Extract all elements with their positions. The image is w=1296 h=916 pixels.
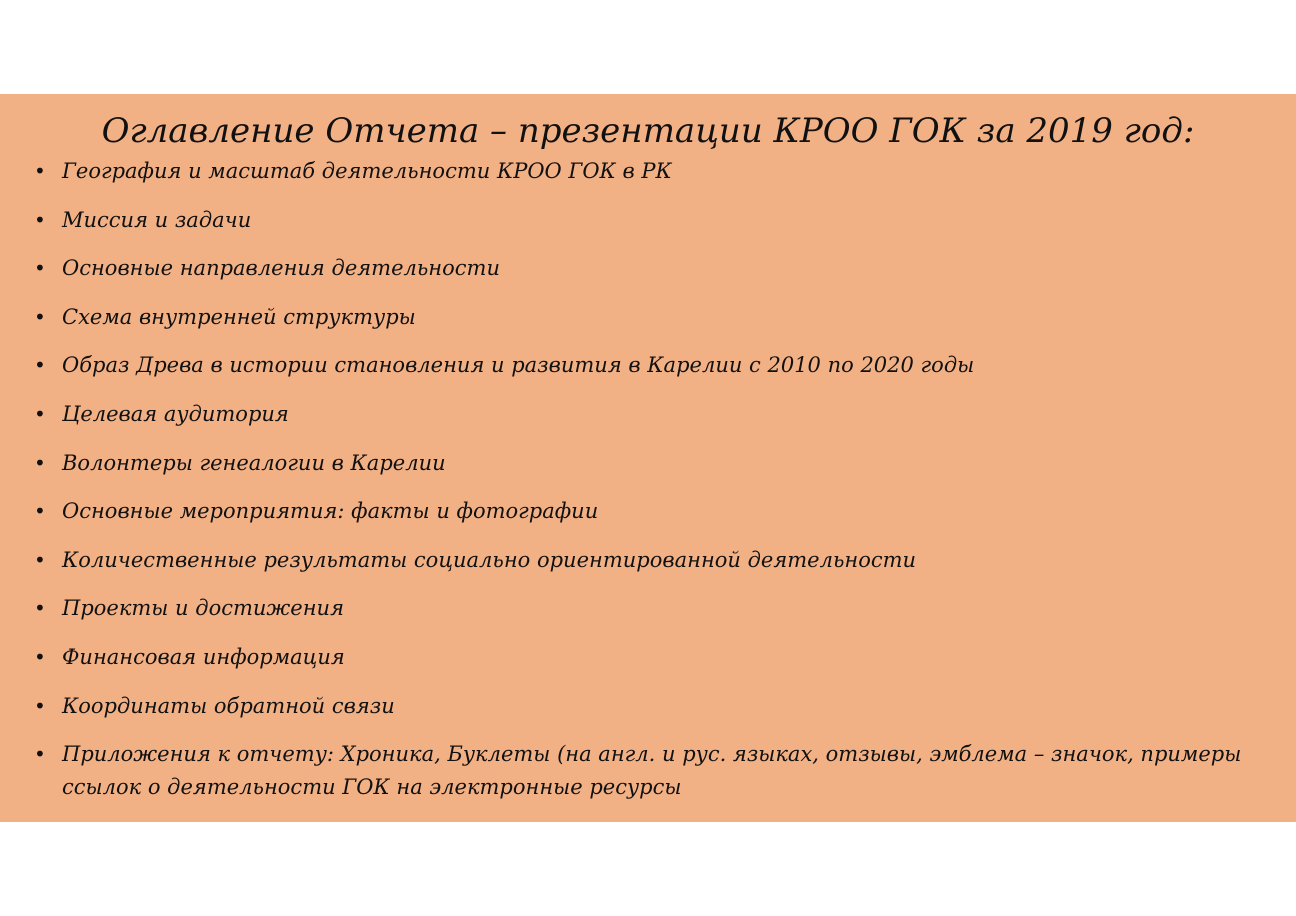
list-item [30,641,1270,690]
list-item [30,447,1270,496]
bullet-icon: • [34,353,46,378]
list-item-text: Схема внутренней структуры [62,304,416,329]
bullet-icon: • [34,693,46,718]
bullet-icon: • [34,742,46,767]
list-item-text: География и масштаб деятельности КРОО ГОК в РК [62,159,672,183]
bullet-icon: • [34,256,46,281]
list-item [30,544,1270,593]
list-item [30,301,1270,350]
bullet-icon: • [34,450,46,475]
list-item-text: Основные мероприятия: факты и фотографии [62,499,599,524]
contents-list [30,155,1270,804]
list-item-text: Координаты обратной связи [62,693,395,718]
list-item-text: Целевая аудитория [62,401,289,426]
list-item-text: Миссия и задачи [62,207,252,232]
list-item-text: Основные направления деятельности [62,256,500,281]
list-item-text: Образ Древа в истории становления и развития в Карелии с 2010 по 2020 годы [62,353,975,378]
list-item [30,252,1270,301]
list-item [30,738,1252,804]
bullet-icon: • [34,596,46,621]
list-item-text: Количественные результаты социально ориентированной деятельности [62,547,917,572]
slide-title: Оглавление Отчета – презентации КРОО ГОК за 2019 год: [101,111,1195,151]
bullet-icon: • [34,547,46,572]
bullet-icon: • [34,401,46,426]
list-item-text: Финансовая информация [62,644,345,669]
list-item [30,592,1270,641]
list-item [30,690,1270,739]
bullet-icon: • [34,159,46,183]
list-item [30,349,1270,398]
bullet-icon: • [34,644,46,669]
list-item-text: Волонтеры генеалогии в Карелии [62,450,446,475]
list-item [30,204,1270,253]
list-item [30,155,1270,204]
bullet-icon: • [34,499,46,524]
bullet-icon: • [34,207,46,232]
list-item [30,495,1270,544]
list-item-text: Приложения к отчету: Хроника, Буклеты (на англ. и рус. языках, отзывы, эмблема – значок, примеры ссылок о деятельности ГОК на электронные ресурсы [62,742,1242,800]
list-item [30,398,1270,447]
bullet-icon: • [34,304,46,329]
list-item-text: Проекты и достижения [62,596,344,621]
